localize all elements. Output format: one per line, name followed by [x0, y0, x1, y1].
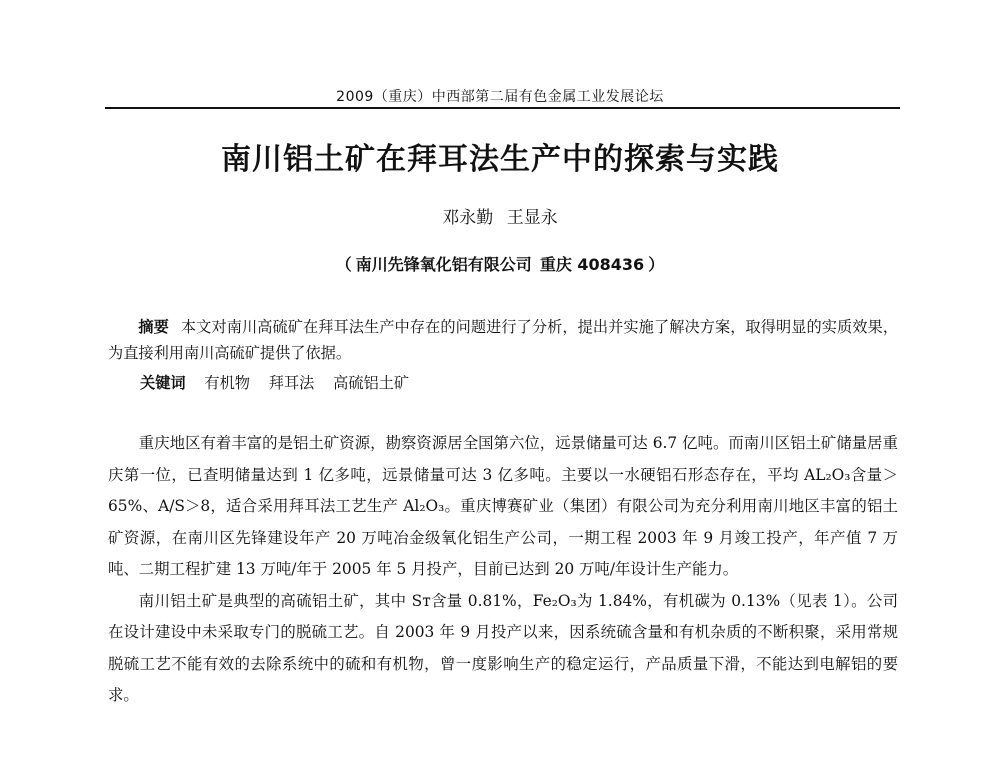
keyword: 拜耳法 — [268, 374, 315, 392]
author-name: 邓永勤 — [442, 208, 494, 228]
body-paragraph: 重庆地区有着丰富的是铝土矿资源，勘察资源居全国第六位，远景储量可达 6.7 亿吨。而南川区铝土矿储量居重庆第一位，已查明储量达到 1 亿多吨，远景储量可达 3 亿多吨。主要以一水硬铝石形态存在，平均 AL₂O₃含量＞65%、A/S＞8，适合采用拜耳法工艺生产 Al₂O₃。重庆博赛矿业（集团）有限公司为充分利用南川地区丰富的铝土矿资源，在南川区先锋建设年产 20 万吨冶金级氧化铝生产公司，一期工程 2003 年 9 月竣工投产，年产值 7 万吨、二期工程扩建 13 万吨/年于 2005 年 5 月投产，目前已达到 20 万吨/年设计生产能力。 — [108, 434, 898, 578]
affiliation-close-paren: ） — [648, 255, 665, 274]
affiliation-organization: 南川先锋氧化铝有限公司 — [355, 255, 532, 274]
header-divider — [105, 107, 900, 109]
affiliation — [0, 252, 1000, 275]
paper-title: 南川铝土矿在拜耳法生产中的探索与实践 — [221, 142, 779, 177]
author-name: 王显永 — [506, 208, 558, 228]
keywords-label: 关键词 — [140, 374, 186, 392]
affiliation-open-paren: （ — [335, 255, 352, 274]
body-paragraph: 南川铝土矿是典型的高硫铝土矿，其中 Sт含量 0.81%，Fe₂O₃为 1.84%，有机碳为 0.13%（见表 1）。公司在设计建设中未采取专门的脱硫工艺。自 2003 年 9 月投产以来，因系统硫含量和有机杂质的不断积聚，采用常规脱硫工艺不能有效的去除系统中的硫和有机物，曾一度影响生产的稳定运行，产品质量下滑，不能达到电解铝的要求。 — [108, 591, 898, 704]
body-text — [108, 428, 898, 712]
abstract-text: 本文对南川高硫矿在拜耳法生产中存在的问题进行了分析，提出并实施了解决方案，取得明显的实质效果，为直接利用南川高硫矿提供了依据。 — [108, 318, 899, 362]
author-list — [0, 203, 1000, 228]
abstract-label: 摘要 — [138, 318, 169, 336]
running-header: 2009（重庆）中西部第二届有色金属工业发展论坛 — [336, 89, 664, 105]
keyword: 有机物 — [204, 374, 250, 392]
keywords — [140, 370, 423, 396]
abstract — [108, 314, 898, 366]
keyword: 高硫铝土矿 — [333, 374, 410, 392]
affiliation-location: 重庆 408436 — [539, 255, 645, 274]
